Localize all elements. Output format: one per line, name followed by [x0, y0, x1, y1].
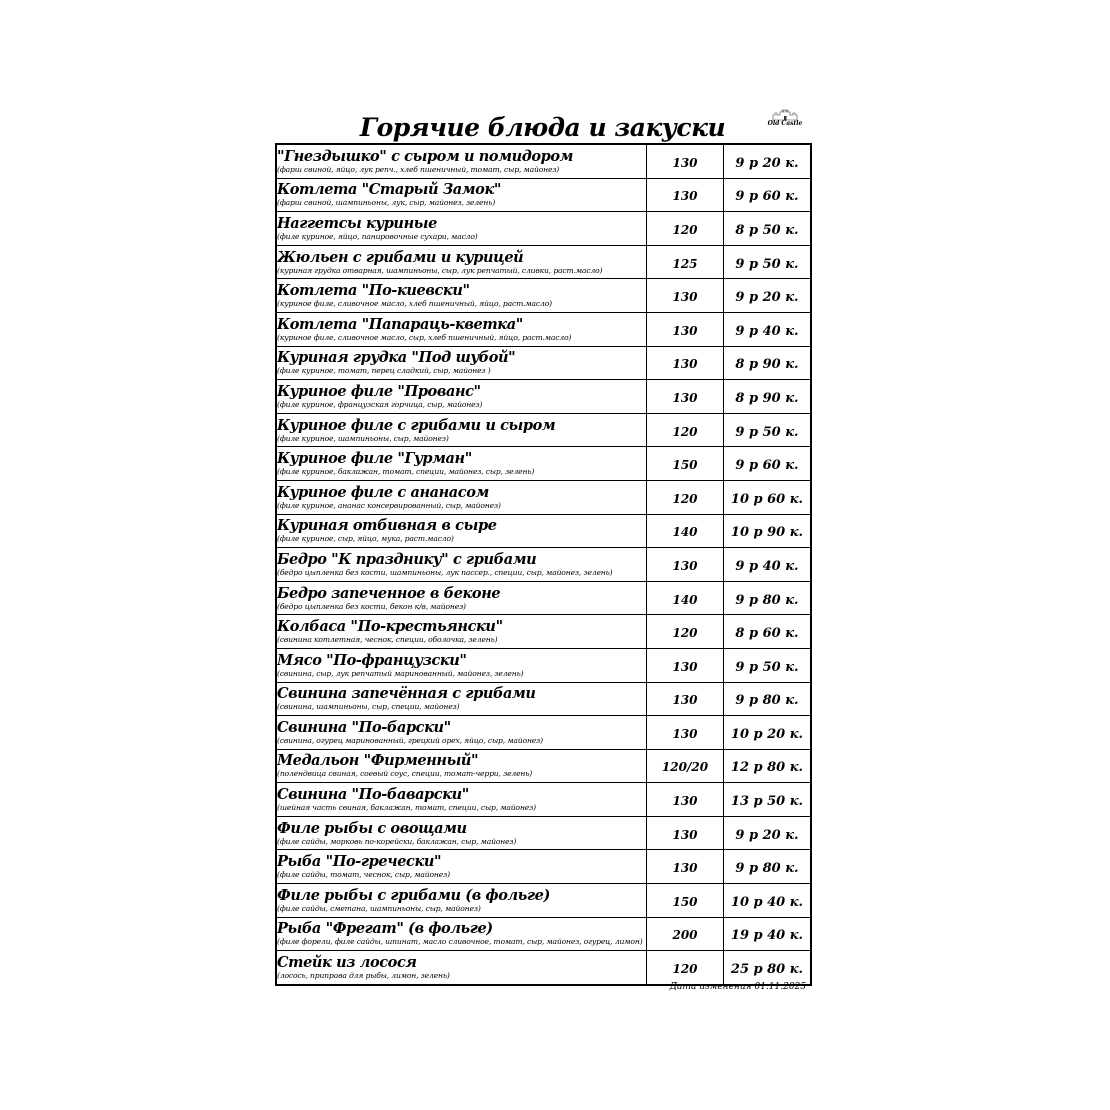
dish-name: Куриное филе "Прованс"	[277, 382, 481, 400]
dish-cell	[276, 279, 647, 313]
menu-row	[276, 884, 811, 918]
price-cell	[724, 682, 812, 716]
dish-price: 10 р 20 к.	[730, 726, 804, 742]
menu-row	[276, 850, 811, 884]
weight-cell	[647, 312, 724, 346]
dish-weight: 130	[672, 861, 698, 876]
weight-cell	[647, 682, 724, 716]
dish-weight: 130	[672, 827, 698, 842]
dish-weight: 130	[672, 290, 698, 305]
dish-price: 9 р 80 к.	[735, 693, 799, 709]
weight-cell	[647, 380, 724, 414]
dish-cell	[276, 581, 647, 615]
dish-cell	[276, 682, 647, 716]
menu-row	[276, 178, 811, 212]
dish-ingredients: (филе сайды, морковь по-корейски, баклажан, сыр, майонез)	[277, 836, 517, 846]
weight-cell	[647, 615, 724, 649]
dish-price: 8 р 50 к.	[735, 222, 799, 238]
dish-price: 9 р 80 к.	[735, 592, 799, 608]
dish-price: 10 р 40 к.	[730, 894, 804, 910]
menu-row	[276, 749, 811, 783]
weight-cell	[647, 581, 724, 615]
dish-name: Бедро "К празднику" с грибами	[277, 550, 537, 568]
dish-price: 9 р 40 к.	[735, 323, 799, 339]
price-cell	[724, 884, 812, 918]
dish-weight: 130	[672, 558, 698, 573]
dish-name: Медальон "Фирменный"	[277, 752, 479, 770]
dish-cell	[276, 480, 647, 514]
price-cell	[724, 615, 812, 649]
dish-ingredients: (фарш свиной, шампиньоны, лук, сыр, майонез, зелень)	[277, 198, 496, 208]
dish-ingredients: (куриная грудка отварная, шампиньоны, сыр, лук репчатый, сливки, раст.масло)	[277, 265, 603, 275]
dish-cell	[276, 212, 647, 246]
dish-price: 9 р 40 к.	[735, 558, 799, 574]
dish-weight: 130	[672, 794, 698, 809]
menu-row	[276, 346, 811, 380]
menu-row	[276, 716, 811, 750]
dish-cell	[276, 548, 647, 582]
menu-row	[276, 480, 811, 514]
dish-price: 8 р 90 к.	[735, 390, 799, 406]
menu-row	[276, 312, 811, 346]
dish-ingredients: (филе куриное, ананас консервированный, сыр, майонез)	[277, 500, 501, 510]
dish-cell	[276, 245, 647, 279]
dish-name: Мясо "По-французски"	[277, 651, 467, 669]
menu-row	[276, 447, 811, 481]
dish-weight: 120	[672, 491, 698, 506]
weight-cell	[647, 648, 724, 682]
dish-weight: 120/20	[661, 760, 709, 775]
weight-cell	[647, 212, 724, 246]
weight-cell	[647, 816, 724, 850]
weight-cell	[647, 749, 724, 783]
menu-row	[276, 951, 811, 985]
dish-cell	[276, 615, 647, 649]
price-cell	[724, 212, 812, 246]
dish-cell	[276, 144, 647, 178]
price-cell	[724, 514, 812, 548]
dish-name: Бедро запеченное в беконе	[277, 584, 501, 602]
dish-name: Свинина "По-барски"	[277, 718, 451, 736]
dish-name: Филе рыбы с грибами (в фольге)	[277, 886, 550, 904]
dish-ingredients: (филе куриное, сыр, яйцо, мука, раст.масло)	[277, 534, 454, 544]
dish-weight: 130	[672, 726, 698, 741]
menu-row	[276, 548, 811, 582]
price-cell	[724, 783, 812, 817]
dish-cell	[276, 648, 647, 682]
dish-cell	[276, 917, 647, 951]
dish-ingredients: (филе сайды, сметана, шампиньоны, сыр, майонез)	[277, 903, 481, 913]
dish-cell	[276, 749, 647, 783]
dish-cell	[276, 850, 647, 884]
dish-weight: 130	[672, 390, 698, 405]
dish-ingredients: (филе куриное, томат, перец сладкий, сыр, майонез )	[277, 366, 491, 376]
dish-price: 9 р 60 к.	[735, 189, 799, 205]
price-cell	[724, 850, 812, 884]
dish-ingredients: (фарш свиной, яйцо, лук репч., хлеб пшеничный, томат, сыр, майонез)	[277, 164, 560, 174]
dish-weight: 120	[672, 222, 698, 237]
price-cell	[724, 548, 812, 582]
dish-weight: 200	[672, 928, 698, 943]
dish-ingredients: (полендвица свиная, соевый соус, специи, томат-черри, зелень)	[277, 769, 533, 779]
weight-cell	[647, 783, 724, 817]
dish-cell	[276, 816, 647, 850]
price-cell	[724, 312, 812, 346]
price-cell	[724, 581, 812, 615]
dish-name: "Гнездышко" с сыром и помидором	[277, 147, 574, 165]
dish-weight: 120	[672, 626, 698, 641]
dish-ingredients: (куриное филе, сливочное масло, сыр, хлеб пшеничный, яйцо, раст.масло)	[277, 332, 572, 342]
dish-cell	[276, 951, 647, 985]
price-cell	[724, 144, 812, 178]
menu-row	[276, 413, 811, 447]
dish-price: 8 р 60 к.	[735, 626, 799, 642]
dish-price: 9 р 50 к.	[735, 659, 799, 675]
last-modified-date: Дата изменения 01.11.2025	[669, 982, 806, 992]
dish-ingredients: (бедро цыпленка без кости, бекон к/в, майонез)	[277, 601, 466, 611]
menu-row	[276, 144, 811, 178]
dish-price: 9 р 20 к.	[735, 290, 799, 306]
dish-price: 9 р 20 к.	[735, 155, 799, 171]
dish-weight: 140	[672, 592, 698, 607]
menu-row	[276, 279, 811, 313]
dish-cell	[276, 346, 647, 380]
price-cell	[724, 951, 812, 985]
dish-price: 9 р 60 к.	[735, 458, 799, 474]
dish-ingredients: (филе куриное, баклажан, томат, специи, майонез, сыр, зелень)	[277, 467, 535, 477]
dish-name: Куриное филе с ананасом	[277, 483, 489, 501]
weight-cell	[647, 917, 724, 951]
price-cell	[724, 245, 812, 279]
dish-name: Куриное филе "Гурман"	[277, 450, 472, 468]
dish-weight: 130	[672, 693, 698, 708]
dish-weight: 150	[672, 894, 698, 909]
dish-cell	[276, 312, 647, 346]
weight-cell	[647, 346, 724, 380]
menu-row	[276, 682, 811, 716]
dish-ingredients: (филе сайды, томат, чеснок, сыр, майонез)	[277, 870, 450, 880]
dish-weight: 120	[672, 962, 698, 977]
price-cell	[724, 447, 812, 481]
dish-cell	[276, 884, 647, 918]
dish-ingredients: (свинина котлетная, чеснок, специи, оболочка, зелень)	[277, 635, 498, 645]
weight-cell	[647, 951, 724, 985]
weight-cell	[647, 716, 724, 750]
dish-price: 10 р 90 к.	[730, 525, 804, 541]
dish-cell	[276, 514, 647, 548]
dish-price: 13 р 50 к.	[730, 794, 804, 810]
weight-cell	[647, 178, 724, 212]
dish-ingredients: (лосось, приправа для рыбы, лимон, зелень)	[277, 971, 450, 981]
price-cell	[724, 346, 812, 380]
weight-cell	[647, 850, 724, 884]
dish-name: Рыба "По-гречески"	[277, 853, 442, 871]
dish-name: Свинина "По-баварски"	[277, 786, 469, 804]
dish-price: 10 р 60 к.	[730, 491, 804, 507]
weight-cell	[647, 514, 724, 548]
dish-price: 9 р 20 к.	[735, 827, 799, 843]
dish-ingredients: (свинина, сыр, лук репчатый маринованный, майонез, зелень)	[277, 668, 524, 678]
menu-row	[276, 648, 811, 682]
dish-price: 9 р 50 к.	[735, 424, 799, 440]
dish-name: Котлета "По-киевски"	[277, 282, 470, 300]
weight-cell	[647, 884, 724, 918]
dish-name: Куриная отбивная в сыре	[277, 517, 497, 535]
menu-row	[276, 783, 811, 817]
dish-name: Стейк из лосося	[277, 954, 417, 972]
menu-row	[276, 245, 811, 279]
dish-name: Жюльен с грибами и курицей	[277, 248, 524, 266]
dish-name: Котлета "Старый Замок"	[277, 181, 502, 199]
weight-cell	[647, 245, 724, 279]
price-cell	[724, 413, 812, 447]
dish-weight: 140	[672, 525, 698, 540]
dish-name: Наггетсы куриные	[277, 214, 437, 232]
dish-name: Свинина запечённая с грибами	[277, 685, 536, 703]
weight-cell	[647, 144, 724, 178]
logo	[760, 109, 810, 133]
price-cell	[724, 749, 812, 783]
menu-row	[276, 581, 811, 615]
page-title: Горячие блюда и закуски	[359, 113, 726, 142]
weight-cell	[647, 548, 724, 582]
weight-cell	[647, 447, 724, 481]
dish-name: Филе рыбы с овощами	[277, 819, 467, 837]
dish-price: 25 р 80 к.	[730, 962, 804, 978]
menu-table-body	[276, 144, 811, 985]
menu-row	[276, 615, 811, 649]
menu-row	[276, 212, 811, 246]
dish-cell	[276, 447, 647, 481]
dish-weight: 130	[672, 155, 698, 170]
dish-price: 9 р 80 к.	[735, 861, 799, 877]
dish-price: 9 р 50 к.	[735, 256, 799, 272]
dish-name: Куриное филе с грибами и сыром	[277, 416, 556, 434]
price-cell	[724, 648, 812, 682]
dish-weight: 130	[672, 323, 698, 338]
dish-weight: 125	[672, 256, 698, 271]
dish-price: 19 р 40 к.	[730, 928, 804, 944]
dish-weight: 130	[672, 659, 698, 674]
menu-table	[275, 143, 812, 986]
dish-cell	[276, 380, 647, 414]
dish-cell	[276, 178, 647, 212]
price-cell	[724, 917, 812, 951]
dish-price: 8 р 90 к.	[735, 357, 799, 373]
dish-name: Котлета "Папараць-кветка"	[277, 315, 523, 333]
weight-cell	[647, 413, 724, 447]
price-cell	[724, 380, 812, 414]
dish-ingredients: (филе куриное, яйцо, панировочные сухари, масло)	[277, 231, 478, 241]
logo-text: Old Castle	[767, 120, 803, 127]
dish-ingredients: (свинина, шампиньоны, сыр, специи, майонез)	[277, 702, 460, 712]
dish-ingredients: (куриное филе, сливочное масло, хлеб пшеничный, яйцо, раст.масло)	[277, 299, 552, 309]
price-cell	[724, 816, 812, 850]
dish-ingredients: (бедро цыпленка без кости, шампиньоны, лук пассер., специи, сыр, майонез, зелень)	[277, 567, 613, 577]
price-cell	[724, 279, 812, 313]
dish-ingredients: (филе куриное, шампиньоны, сыр, майонез)	[277, 433, 449, 443]
dish-name: Рыба "Фрегат" (в фольге)	[277, 920, 493, 938]
price-cell	[724, 716, 812, 750]
dish-ingredients: (филе форели, филе сайды, шпинат, масло сливочное, томат, сыр, майонез, огурец, лимон)	[277, 937, 643, 947]
dish-weight: 120	[672, 424, 698, 439]
dish-cell	[276, 413, 647, 447]
dish-weight: 150	[672, 458, 698, 473]
weight-cell	[647, 480, 724, 514]
dish-name: Колбаса "По-крестьянски"	[277, 618, 503, 636]
price-cell	[724, 480, 812, 514]
menu-row	[276, 816, 811, 850]
dish-name: Куриная грудка "Под шубой"	[277, 349, 516, 367]
menu-row	[276, 380, 811, 414]
menu-row	[276, 514, 811, 548]
price-cell	[724, 178, 812, 212]
dish-weight: 130	[672, 189, 698, 204]
dish-ingredients: (шейная часть свиная, баклажан, томат, специи, сыр, майонез)	[277, 803, 536, 813]
dish-price: 12 р 80 к.	[730, 760, 804, 776]
dish-cell	[276, 716, 647, 750]
dish-cell	[276, 783, 647, 817]
dish-ingredients: (филе куриное, французская горчица, сыр, майонез)	[277, 399, 483, 409]
weight-cell	[647, 279, 724, 313]
menu-row	[276, 917, 811, 951]
dish-ingredients: (свинина, огурец маринованный, грецкий орех, яйцо, сыр, майонез)	[277, 735, 543, 745]
dish-weight: 130	[672, 357, 698, 372]
